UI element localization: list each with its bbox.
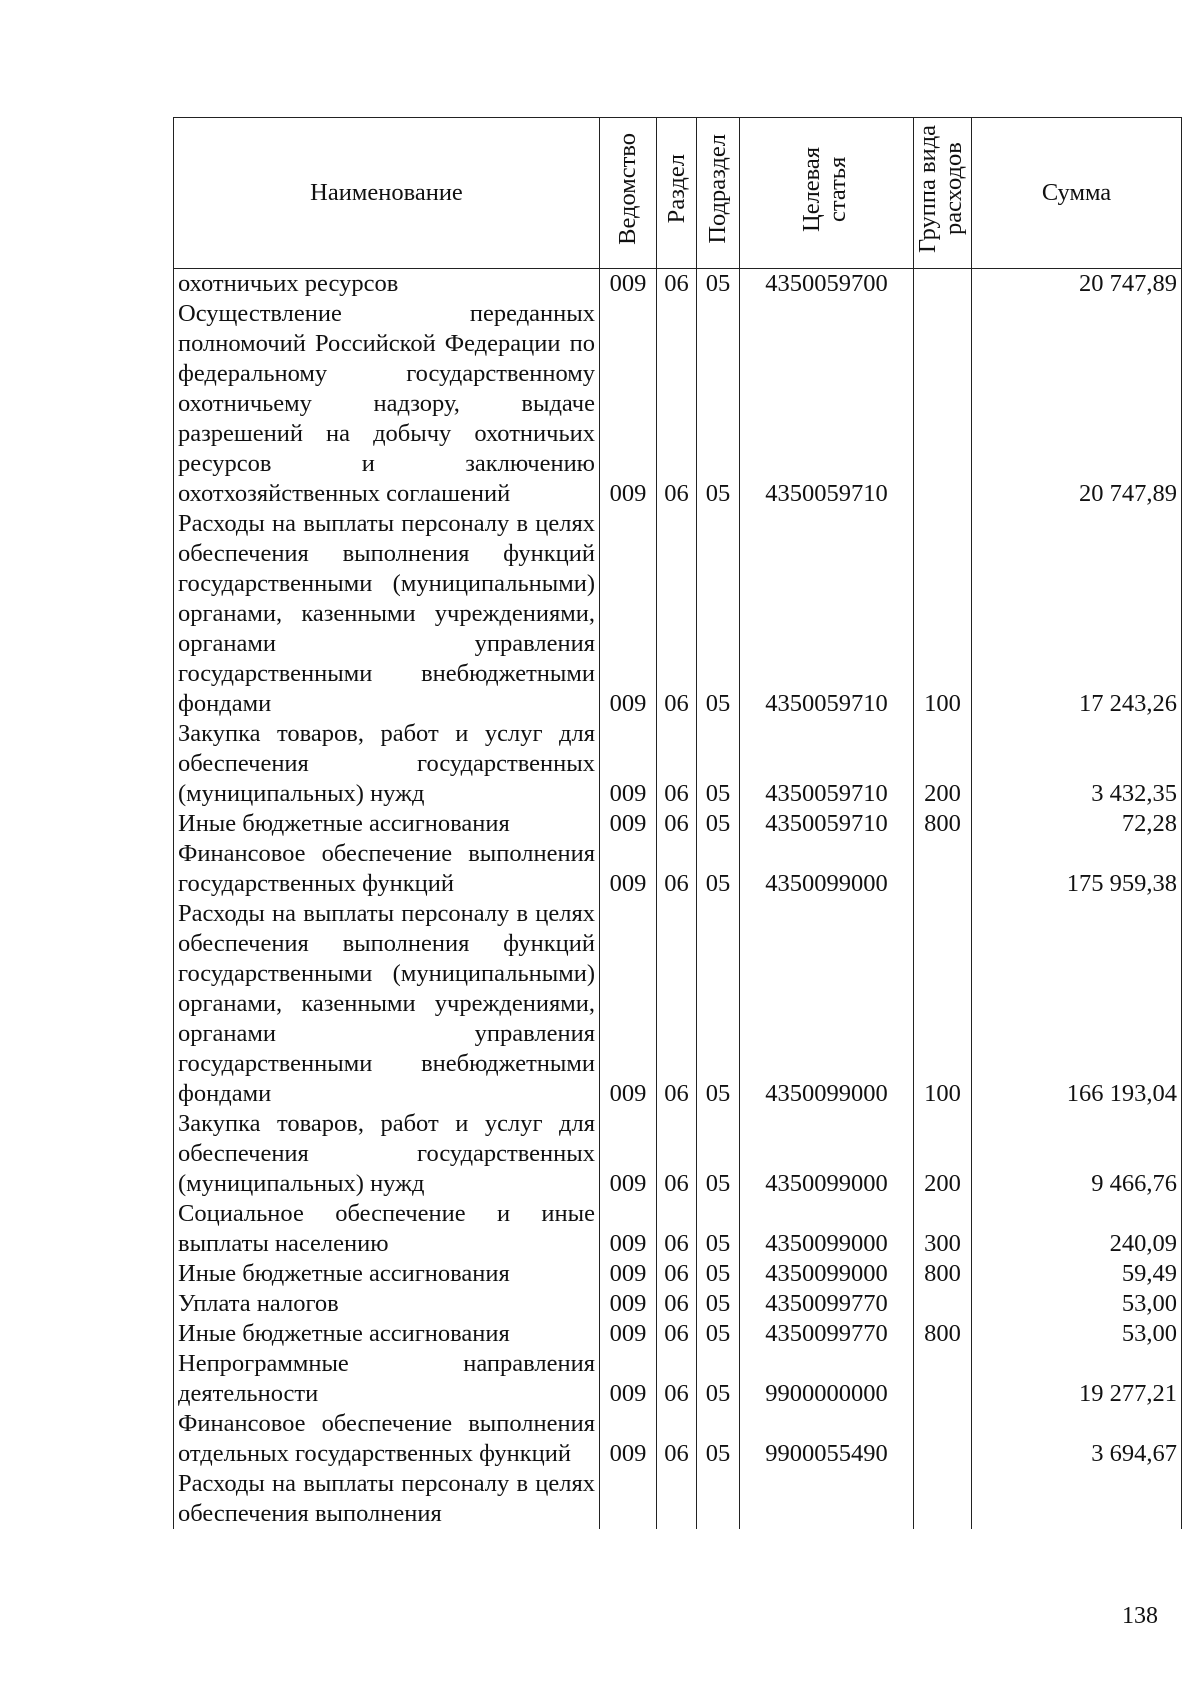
cell-gruppa: 200 xyxy=(914,1109,972,1199)
cell-vedomstvo: 009 xyxy=(600,1319,657,1349)
cell-vedomstvo: 009 xyxy=(600,1289,657,1319)
cell-gruppa: 100 xyxy=(914,899,972,1109)
cell-gruppa: 200 xyxy=(914,719,972,809)
cell-celevaya-statya: 4350099000 xyxy=(740,839,914,899)
cell-gruppa: 800 xyxy=(914,1259,972,1289)
cell-vedomstvo: 009 xyxy=(600,1349,657,1409)
cell-name: Финансовое обеспечение выполнения отдельных государственных функций xyxy=(174,1409,600,1469)
cell-podrazdel: 05 xyxy=(697,1259,740,1289)
cell-podrazdel: 05 xyxy=(697,1409,740,1469)
cell-celevaya-statya: 9900055490 xyxy=(740,1409,914,1469)
table-row xyxy=(174,269,1182,300)
cell-celevaya-statya: 4350099770 xyxy=(740,1319,914,1349)
cell-vedomstvo: 009 xyxy=(600,719,657,809)
cell-celevaya-statya: 4350099000 xyxy=(740,1199,914,1259)
cell-celevaya-statya: 4350099000 xyxy=(740,1109,914,1199)
cell-podrazdel: 05 xyxy=(697,809,740,839)
header-vedomstvo: Ведомство xyxy=(600,118,657,269)
cell-summa: 3 432,35 xyxy=(972,719,1182,809)
table-row xyxy=(174,839,1182,899)
cell-name: Осуществление переданных полномочий Российской Федерации по федеральному государственному охотничьему надзору, выдаче разрешений на добычу охотничьих ресурсов и заключению охотхозяйственных соглашений xyxy=(174,299,600,509)
cell-podrazdel xyxy=(697,1469,740,1529)
cell-razdel: 06 xyxy=(657,1109,697,1199)
cell-name: Расходы на выплаты персоналу в целях обеспечения выполнения функций государственными (муниципальными) органами, казенными учреждениями, органами управления государственными внебюджетными фондами xyxy=(174,899,600,1109)
cell-gruppa xyxy=(914,1289,972,1319)
cell-summa: 20 747,89 xyxy=(972,269,1182,300)
cell-podrazdel: 05 xyxy=(697,1109,740,1199)
cell-vedomstvo: 009 xyxy=(600,839,657,899)
cell-podrazdel: 05 xyxy=(697,1289,740,1319)
cell-summa: 3 694,67 xyxy=(972,1409,1182,1469)
cell-vedomstvo: 009 xyxy=(600,809,657,839)
cell-razdel: 06 xyxy=(657,809,697,839)
cell-vedomstvo: 009 xyxy=(600,269,657,300)
cell-razdel: 06 xyxy=(657,1319,697,1349)
cell-podrazdel: 05 xyxy=(697,1199,740,1259)
cell-vedomstvo: 009 xyxy=(600,1259,657,1289)
cell-podrazdel: 05 xyxy=(697,899,740,1109)
cell-razdel: 06 xyxy=(657,269,697,300)
cell-podrazdel: 05 xyxy=(697,719,740,809)
header-podrazdel: Подраздел xyxy=(697,118,740,269)
cell-vedomstvo: 009 xyxy=(600,899,657,1109)
cell-vedomstvo: 009 xyxy=(600,1199,657,1259)
header-gruppa-vida-rashodov: Группа вида расходов xyxy=(914,118,972,269)
cell-gruppa xyxy=(914,839,972,899)
cell-razdel: 06 xyxy=(657,1289,697,1319)
cell-celevaya-statya: 4350059700 xyxy=(740,269,914,300)
cell-celevaya-statya: 4350059710 xyxy=(740,719,914,809)
cell-gruppa xyxy=(914,299,972,509)
cell-name: Непрограммные направления деятельности xyxy=(174,1349,600,1409)
cell-summa: 9 466,76 xyxy=(972,1109,1182,1199)
header-celevaya-statya: Целевая статья xyxy=(740,118,914,269)
table-row xyxy=(174,1349,1182,1409)
cell-razdel: 06 xyxy=(657,1409,697,1469)
cell-vedomstvo: 009 xyxy=(600,509,657,719)
cell-summa xyxy=(972,1469,1182,1529)
cell-summa: 17 243,26 xyxy=(972,509,1182,719)
cell-razdel: 06 xyxy=(657,839,697,899)
cell-podrazdel: 05 xyxy=(697,269,740,300)
header-name: Наименование xyxy=(174,118,600,269)
cell-name: Закупка товаров, работ и услуг для обеспечения государственных (муниципальных) нужд xyxy=(174,1109,600,1199)
cell-razdel: 06 xyxy=(657,1349,697,1409)
cell-celevaya-statya: 9900000000 xyxy=(740,1349,914,1409)
table-row xyxy=(174,809,1182,839)
budget-table xyxy=(173,117,1182,1529)
table-row xyxy=(174,299,1182,509)
cell-podrazdel: 05 xyxy=(697,299,740,509)
cell-celevaya-statya: 4350099770 xyxy=(740,1289,914,1319)
cell-summa: 20 747,89 xyxy=(972,299,1182,509)
cell-razdel: 06 xyxy=(657,299,697,509)
cell-gruppa: 300 xyxy=(914,1199,972,1259)
cell-name: Финансовое обеспечение выполнения государственных функций xyxy=(174,839,600,899)
table-row xyxy=(174,719,1182,809)
cell-vedomstvo: 009 xyxy=(600,299,657,509)
cell-gruppa xyxy=(914,269,972,300)
cell-name: Иные бюджетные ассигнования xyxy=(174,1319,600,1349)
cell-razdel: 06 xyxy=(657,1259,697,1289)
cell-gruppa xyxy=(914,1469,972,1529)
cell-summa: 53,00 xyxy=(972,1319,1182,1349)
cell-celevaya-statya: 4350099000 xyxy=(740,1259,914,1289)
cell-name: Иные бюджетные ассигнования xyxy=(174,1259,600,1289)
cell-name: Расходы на выплаты персоналу в целях обеспечения выполнения xyxy=(174,1469,600,1529)
cell-summa: 53,00 xyxy=(972,1289,1182,1319)
cell-razdel: 06 xyxy=(657,1199,697,1259)
cell-summa: 59,49 xyxy=(972,1259,1182,1289)
cell-razdel: 06 xyxy=(657,509,697,719)
cell-summa: 240,09 xyxy=(972,1199,1182,1259)
cell-podrazdel: 05 xyxy=(697,1349,740,1409)
cell-podrazdel: 05 xyxy=(697,1319,740,1349)
table-row xyxy=(174,1289,1182,1319)
cell-celevaya-statya: 4350099000 xyxy=(740,899,914,1109)
table-row xyxy=(174,1469,1182,1529)
cell-summa: 166 193,04 xyxy=(972,899,1182,1109)
cell-name: Иные бюджетные ассигнования xyxy=(174,809,600,839)
cell-summa: 19 277,21 xyxy=(972,1349,1182,1409)
cell-celevaya-statya xyxy=(740,1469,914,1529)
cell-summa: 175 959,38 xyxy=(972,839,1182,899)
cell-gruppa: 800 xyxy=(914,1319,972,1349)
cell-gruppa: 800 xyxy=(914,809,972,839)
cell-celevaya-statya: 4350059710 xyxy=(740,299,914,509)
header-summa: Сумма xyxy=(972,118,1182,269)
cell-gruppa xyxy=(914,1349,972,1409)
table-row xyxy=(174,1109,1182,1199)
cell-vedomstvo: 009 xyxy=(600,1109,657,1199)
table-row xyxy=(174,509,1182,719)
cell-celevaya-statya: 4350059710 xyxy=(740,809,914,839)
cell-name: Социальное обеспечение и иные выплаты населению xyxy=(174,1199,600,1259)
table-row xyxy=(174,1409,1182,1469)
cell-gruppa: 100 xyxy=(914,509,972,719)
cell-podrazdel: 05 xyxy=(697,509,740,719)
cell-name: Расходы на выплаты персоналу в целях обеспечения выполнения функций государственными (муниципальными) органами, казенными учреждениями, органами управления государственными внебюджетными фондами xyxy=(174,509,600,719)
cell-gruppa xyxy=(914,1409,972,1469)
table-row xyxy=(174,899,1182,1109)
table-row xyxy=(174,1259,1182,1289)
cell-vedomstvo: 009 xyxy=(600,1409,657,1469)
cell-razdel: 06 xyxy=(657,719,697,809)
table-header-row xyxy=(174,118,1182,269)
cell-summa: 72,28 xyxy=(972,809,1182,839)
cell-vedomstvo xyxy=(600,1469,657,1529)
header-razdel: Раздел xyxy=(657,118,697,269)
table-row xyxy=(174,1319,1182,1349)
cell-name: Уплата налогов xyxy=(174,1289,600,1319)
page-number: 138 xyxy=(1122,1603,1158,1629)
cell-razdel xyxy=(657,1469,697,1529)
cell-celevaya-statya: 4350059710 xyxy=(740,509,914,719)
cell-razdel: 06 xyxy=(657,899,697,1109)
cell-name: охотничьих ресурсов xyxy=(174,269,600,300)
cell-podrazdel: 05 xyxy=(697,839,740,899)
cell-name: Закупка товаров, работ и услуг для обеспечения государственных (муниципальных) нужд xyxy=(174,719,600,809)
table-row xyxy=(174,1199,1182,1259)
